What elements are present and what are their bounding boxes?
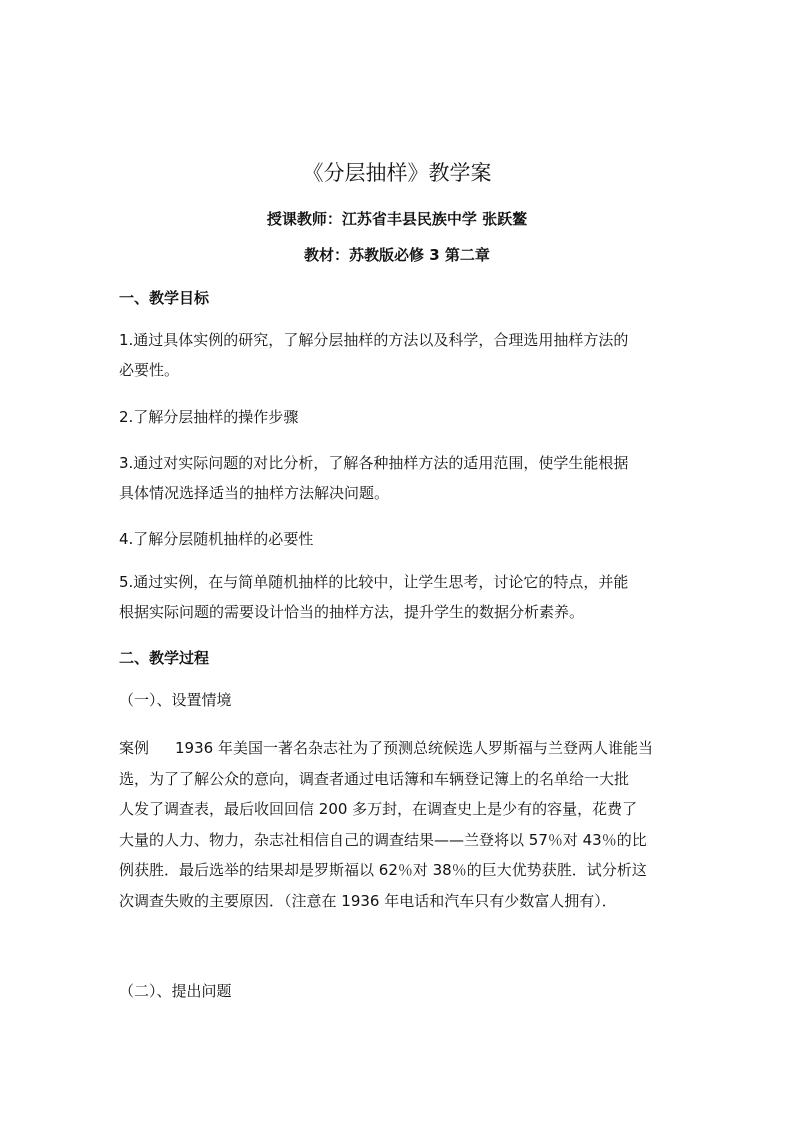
case-line-4: 大量的人力、物力，杂志社相信自己的调查结果——兰登将以 57％对 43％的比: [119, 830, 647, 849]
subsection-heading-scenario: （一）、设置情境: [119, 691, 232, 709]
textbook-line: 教材：苏教版必修 3 第二章: [304, 246, 490, 264]
objective-item-3: [119, 448, 679, 508]
objective-item-5-line-1: 5.通过实例，在与简单随机抽样的比较中，让学生思考，讨论它的特点，并能: [119, 573, 629, 591]
section-heading-objectives: 一、教学目标: [119, 289, 210, 307]
section-heading-process: 二、教学过程: [119, 649, 210, 667]
case-line-5: 例获胜．最后选举的结果却是罗斯福以 62％对 38％的巨大优势获胜．试分析这: [119, 861, 647, 879]
case-paragraph: [119, 733, 679, 916]
objective-item-5-line-2: 根据实际问题的需要设计恰当的抽样方法，提升学生的数据分析素养。: [119, 603, 585, 621]
case-line-1-text: 1936 年美国一著名杂志社为了预测总统候选人罗斯福与兰登两人谁能当: [175, 739, 653, 757]
objective-item-1-line-2: 必要性。: [119, 361, 180, 379]
objective-item-3-line-1: 3.通过对实际问题的对比分析，了解各种抽样方法的适用范围，使学生能根据: [119, 454, 629, 472]
objective-item-3-line-2: 具体情况选择适当的抽样方法解决问题。: [119, 484, 390, 502]
objective-item-4: [119, 524, 679, 554]
objective-item-1-line-1: 1.通过具体实例的研究，了解分层抽样的方法以及科学，合理选用抽样方法的: [119, 331, 629, 349]
objective-item-2-line-1: 2.了解分层抽样的操作步骤: [119, 408, 299, 426]
objective-item-4-line-1: 4.了解分层随机抽样的必要性: [119, 530, 314, 548]
objective-item-5: [119, 567, 679, 627]
objective-item-1: [119, 325, 679, 385]
case-line-2: 选，为了了解公众的意向，调查者通过电话簿和车辆登记簿上的名单给一大批: [119, 769, 630, 788]
objective-item-2: [119, 402, 679, 432]
teacher-line: 授课教师：江苏省丰县民族中学 张跃鳌: [266, 210, 528, 228]
case-line-1: [119, 733, 679, 764]
case-line-6: 次调查失败的主要原因．（注意在 1936 年电话和汽车只有少数富人拥有）．: [119, 891, 617, 910]
document-title: 《分层抽样》教学案: [302, 161, 492, 185]
case-label: 案例: [119, 739, 150, 757]
subsection-heading-questions: （二）、提出问题: [119, 982, 232, 1000]
case-line-3: 人发了调查表，最后收回回信 200 多万封，在调查史上是少有的容量，花费了: [119, 800, 638, 818]
